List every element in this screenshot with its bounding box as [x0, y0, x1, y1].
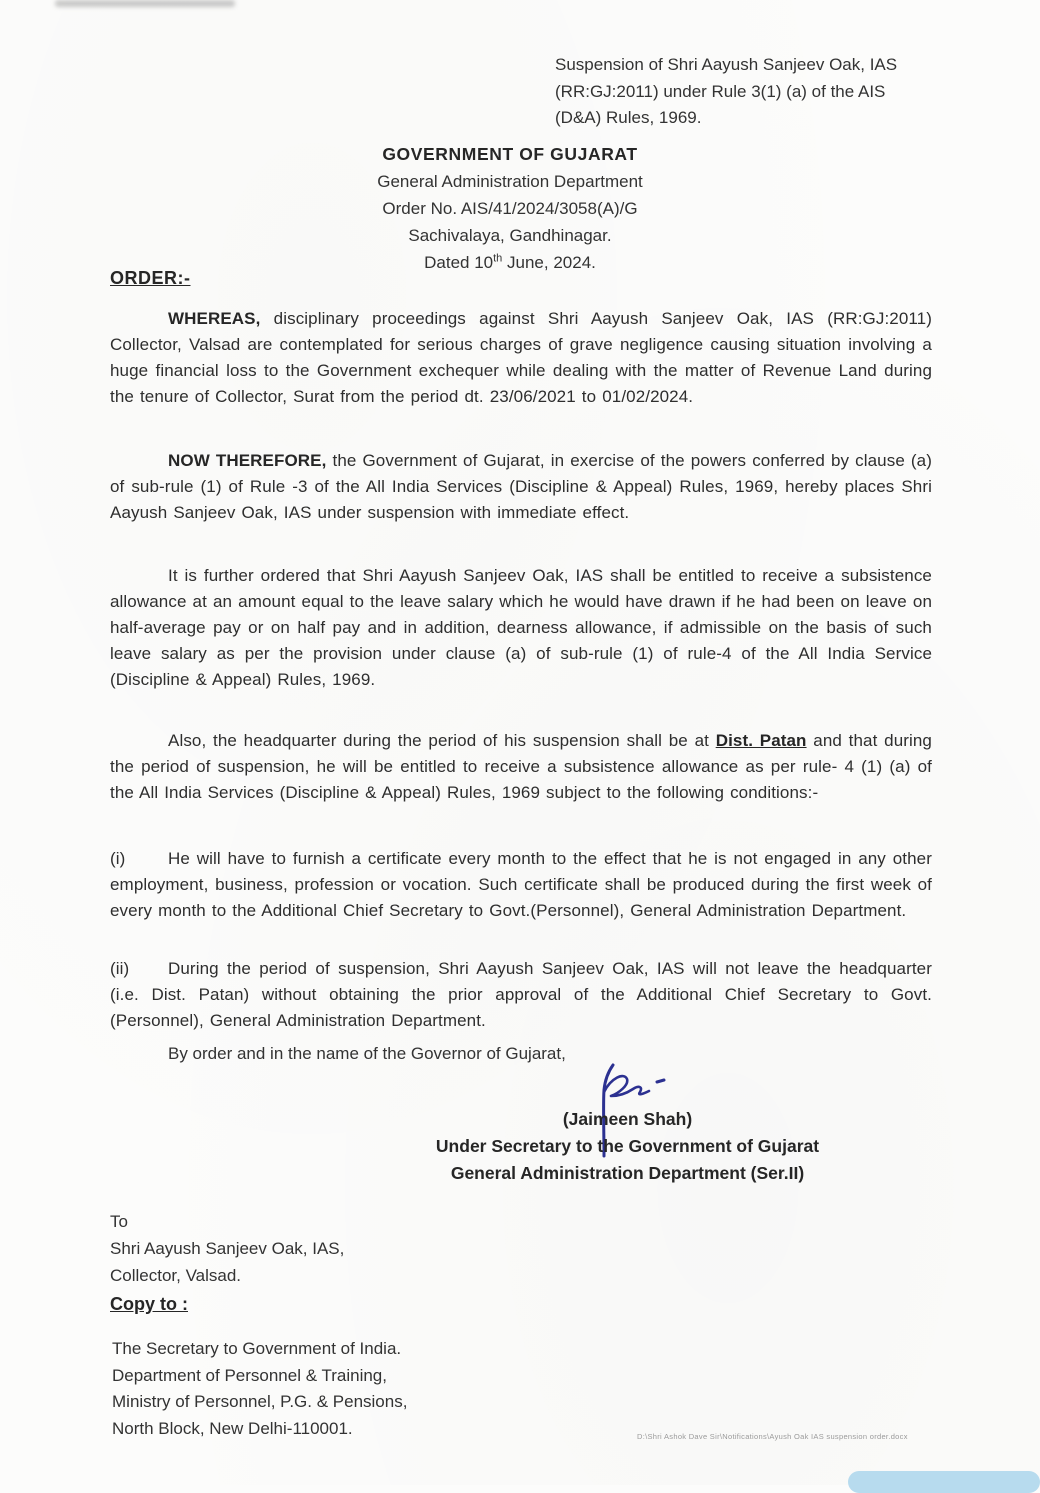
department-name: General Administration Department [377, 172, 643, 191]
paragraph-whereas [110, 306, 932, 410]
government-title: GOVERNMENT OF GUJARAT [382, 144, 638, 164]
condition-i [110, 846, 932, 924]
copy-to-heading [110, 1294, 188, 1315]
signatory-name: (Jaimeen Shah) [562, 1109, 693, 1129]
now-therefore-lead: NOW THEREFORE, [168, 451, 327, 470]
date-prefix: Dated 10 [424, 253, 494, 272]
date-ordinal-superscript: th [493, 252, 503, 265]
subject-line: Suspension of Shri Aayush Sanjeev Oak, IAS [555, 55, 898, 74]
headquarter-part1: Also, the headquarter during the period of his suspension shall be at [168, 731, 716, 750]
document-file-path: D:\Shri Ashok Dave Sir\Notifications\Ayush Oak IAS suspension order.docx [637, 1432, 908, 1441]
bottom-edge-highlight [848, 1471, 1040, 1493]
signatory-title-line2: General Administration Department (Ser.II) [450, 1163, 805, 1183]
date-line [115, 249, 905, 276]
scan-smudge [55, 0, 235, 7]
order-heading [110, 268, 191, 289]
signatory-title-line1: Under Secretary to the Government of Gujarat [435, 1136, 820, 1156]
whereas-body: disciplinary proceedings against Shri Aayush Sanjeev Oak, IAS (RR:GJ:2011) Collector, Valsad are contemplated for serious charges of grave negligence causing situation involving a huge financial loss to the Government exchequer while dealing with the matter of Revenue Land during the tenure of Collector, Surat from the period dt. 23/06/2021 to 01/02/2024. [110, 309, 932, 406]
addressee-line: Shri Aayush Sanjeev Oak, IAS, [110, 1239, 345, 1258]
signatory-block [210, 1106, 1040, 1187]
order-number: Order No. AIS/41/2024/3058(A)/G [382, 199, 638, 218]
by-order-line: By order and in the name of the Governor of Gujarat, [168, 1044, 566, 1063]
subject-line: (RR:GJ:2011) under Rule 3(1) (a) of the AIS [555, 81, 886, 101]
copy-to-heading-text: Copy to : [110, 1294, 188, 1314]
headquarter-part2: and that during the period of suspension, he will be entitled to receive a subsistence allowance as per rule- 4 (1) (a) of the All India Services (Discipline & Appeal) Rules, 1969 subject to the following conditions:- [110, 731, 932, 802]
place-line: Sachivalaya, Gandhinagar. [408, 226, 612, 245]
date-suffix: June, 2024. [502, 253, 596, 272]
copy-to-line: Ministry of Personnel, P.G. & Pensions, [112, 1392, 408, 1411]
headquarter-district-emphasis: Dist. Patan [715, 731, 807, 750]
condition-ii-label: (ii) [110, 959, 130, 978]
addressee-line: Collector, Valsad. [110, 1266, 242, 1285]
paragraph-headquarter [110, 728, 932, 806]
subject-block [555, 52, 995, 132]
letterhead [115, 141, 905, 276]
subject-line: (D&A) Rules, 1969. [555, 108, 702, 127]
condition-ii-text: During the period of suspension, Shri Aayush Sanjeev Oak, IAS will not leave the headquarter (i.e. Dist. Patan) without obtaining the prior approval of the Additional Chief Secretary to Govt. (Personnel), General Administration Department. [110, 959, 932, 1030]
paragraph-further-ordered: It is further ordered that Shri Aayush Sanjeev Oak, IAS shall be entitled to receive a subsistence allowance at an amount equal to the leave salary which he would have drawn if he had been on leave on half-average pay or on half pay and in addition, dearness allowance, if admissible on the basis of such leave salary as per the provision under clause (a) of sub-rule (1) of rule-4 of the All India Service (Discipline & Appeal) Rules, 1969. [110, 566, 932, 689]
copy-to-line: Department of Personnel & Training, [112, 1365, 387, 1385]
whereas-lead: WHEREAS, [168, 309, 261, 328]
copy-to-line: The Secretary to Government of India. [112, 1339, 402, 1358]
copy-to-line: North Block, New Delhi-110001. [112, 1418, 353, 1438]
copy-to-block [112, 1336, 407, 1442]
condition-i-text: He will have to furnish a certificate every month to the effect that he is not engaged in any other employment, business, profession or vocation. Such certificate shall be produced during the first week of every month to the Additional Chief Secretary to Govt.(Personnel), General Administration Department. [110, 849, 932, 920]
addressee-block [110, 1208, 344, 1289]
paragraph-now-therefore [110, 448, 932, 526]
condition-i-label: (i) [110, 849, 126, 868]
order-heading-text: ORDER:- [110, 268, 191, 288]
now-therefore-body: the Government of Gujarat, in exercise of the powers conferred by clause (a) of sub-rule (1) of Rule -3 of the All India Services (Discipline & Appeal) Rules, 1969, hereby places Shri Aayush Sanjeev Oak, IAS under suspension with immediate effect. [110, 451, 933, 522]
to-label: To [110, 1212, 128, 1231]
condition-ii [110, 956, 932, 1034]
